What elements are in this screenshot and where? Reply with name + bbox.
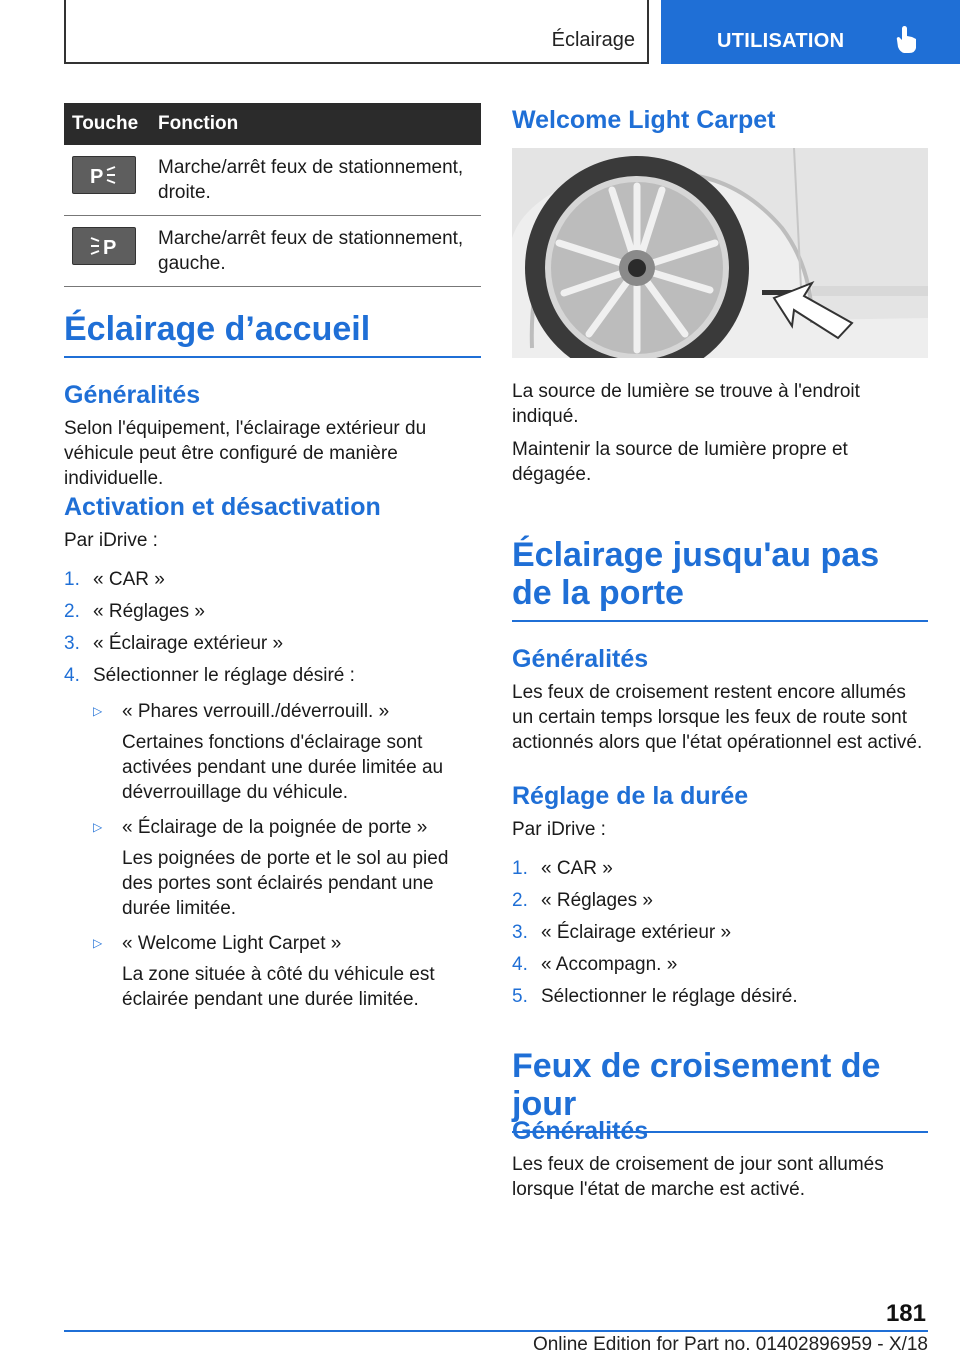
option-item bbox=[93, 815, 481, 921]
pointing-hand-icon bbox=[893, 24, 919, 54]
parking-light-left-icon bbox=[72, 227, 136, 265]
list-item: 4. « Accompagn. » bbox=[512, 952, 928, 984]
carpet-block bbox=[512, 103, 928, 137]
table-row bbox=[64, 145, 481, 216]
step-text: « CAR » bbox=[93, 569, 165, 590]
doorstep-general bbox=[512, 644, 928, 755]
duration-steps bbox=[512, 856, 928, 1016]
list-item: 3. « Éclairage extérieur » bbox=[512, 920, 928, 952]
activation-via: Par iDrive : bbox=[64, 530, 158, 551]
step-text: Sélectionner le réglage désiré. bbox=[541, 986, 798, 1007]
welcome-general-text: Selon l'équipement, l'éclairage extérieur du véhicule peut être configuré de manière individuelle. bbox=[64, 418, 427, 489]
step-text: Sélectionner le réglage désiré : bbox=[93, 665, 355, 686]
option-label: « Éclairage de la poignée de porte » bbox=[122, 817, 428, 838]
list-item: 2. « Réglages » bbox=[64, 599, 481, 631]
step-text: « CAR » bbox=[541, 858, 613, 879]
option-item bbox=[93, 699, 481, 805]
step-text: « Éclairage extérieur » bbox=[93, 633, 284, 654]
option-label: « Welcome Light Carpet » bbox=[122, 933, 342, 954]
table-row bbox=[64, 216, 481, 287]
daytime-general-title: Généralités bbox=[512, 1117, 649, 1145]
step-text: « Éclairage extérieur » bbox=[541, 922, 732, 943]
triangle-bullet-icon: ▷ bbox=[93, 704, 103, 718]
activation-steps bbox=[64, 567, 481, 1012]
option-label: « Phares verrouill./déverrouill. » bbox=[122, 701, 390, 722]
header-chapter: UTILISATION bbox=[717, 30, 845, 52]
key-function-table bbox=[64, 103, 481, 287]
footer-edition: Online Edition for Part no. 01402896959 - X/18 bbox=[532, 1334, 928, 1355]
list-item: 2. « Réglages » bbox=[512, 888, 928, 920]
duration-title: Réglage de la durée bbox=[512, 782, 749, 810]
welcome-general bbox=[64, 380, 481, 491]
header-section: Éclairage bbox=[551, 29, 635, 51]
doorstep-general-title: Généralités bbox=[512, 645, 649, 673]
carpet-text-2: Maintenir la source de lumière propre et dégagée. bbox=[512, 439, 848, 485]
daytime-title: Feux de croisement de jour bbox=[512, 1047, 928, 1133]
list-item: 1. « CAR » bbox=[64, 567, 481, 599]
step-text: « Réglages » bbox=[541, 890, 653, 911]
activation-title: Activation et désactivation bbox=[64, 493, 381, 521]
table-header-function: Fonction bbox=[150, 103, 481, 145]
option-item bbox=[93, 931, 481, 1012]
option-desc: Les poignées de porte et le sol au pied des portes sont éclairés pendant une durée limitée. bbox=[122, 848, 449, 919]
welcome-title: Éclairage d’accueil bbox=[64, 310, 481, 358]
parking-light-right-icon bbox=[72, 156, 136, 194]
welcome-general-title: Généralités bbox=[64, 381, 201, 409]
carpet-text-1: La source de lumière se trouve à l'endroit indiqué. bbox=[512, 381, 860, 427]
duration-via: Par iDrive : bbox=[512, 819, 606, 840]
table-row-text: Marche/arrêt feux de stationnement, droite. bbox=[150, 145, 481, 216]
welcome-section bbox=[64, 310, 481, 358]
header-section-box bbox=[64, 0, 649, 64]
table-row-text: Marche/arrêt feux de stationnement, gauche. bbox=[150, 216, 481, 287]
table-cell-key bbox=[64, 145, 150, 216]
option-desc: Certaines fonctions d'éclairage sont activées pendant une durée limitée au déverrouillage du véhicule. bbox=[122, 732, 444, 803]
triangle-bullet-icon: ▷ bbox=[93, 820, 103, 834]
duration-block bbox=[512, 781, 928, 842]
daytime-general-text: Les feux de croisement de jour sont allumés lorsque l'état de marche est activé. bbox=[512, 1154, 884, 1200]
daytime-general bbox=[512, 1116, 928, 1202]
footer-divider bbox=[64, 1330, 928, 1332]
list-item: 4. Sélectionner le réglage désiré : bbox=[64, 663, 481, 695]
carpet-title: Welcome Light Carpet bbox=[512, 106, 776, 134]
svg-text:P: P bbox=[90, 166, 104, 187]
activation-block bbox=[64, 492, 481, 553]
doorstep-general-text: Les feux de croisement restent encore allumés un certain temps lorsque les feux de route sont actionnés alors que l'état opérationnel est activé. bbox=[512, 682, 923, 753]
table-cell-key bbox=[64, 216, 150, 287]
option-desc: La zone située à côté du véhicule est éclairée pendant une durée limitée. bbox=[122, 964, 435, 1010]
table-header-key: Touche bbox=[64, 103, 150, 145]
triangle-bullet-icon: ▷ bbox=[93, 936, 103, 950]
page-number: 181 bbox=[885, 1300, 926, 1327]
svg-text:P: P bbox=[103, 237, 117, 258]
doorstep-section bbox=[512, 536, 928, 622]
step-text: « Réglages » bbox=[93, 601, 205, 622]
header-chapter-box bbox=[661, 0, 960, 64]
car-wheel-image bbox=[512, 148, 928, 358]
step-text: « Accompagn. » bbox=[541, 954, 678, 975]
list-item: 5. Sélectionner le réglage désiré. bbox=[512, 984, 928, 1016]
carpet-texts bbox=[512, 379, 928, 487]
doorstep-title: Éclairage jusqu'au pas de la porte bbox=[512, 536, 928, 622]
list-item: 3. « Éclairage extérieur » bbox=[64, 631, 481, 663]
list-item: 1. « CAR » bbox=[512, 856, 928, 888]
